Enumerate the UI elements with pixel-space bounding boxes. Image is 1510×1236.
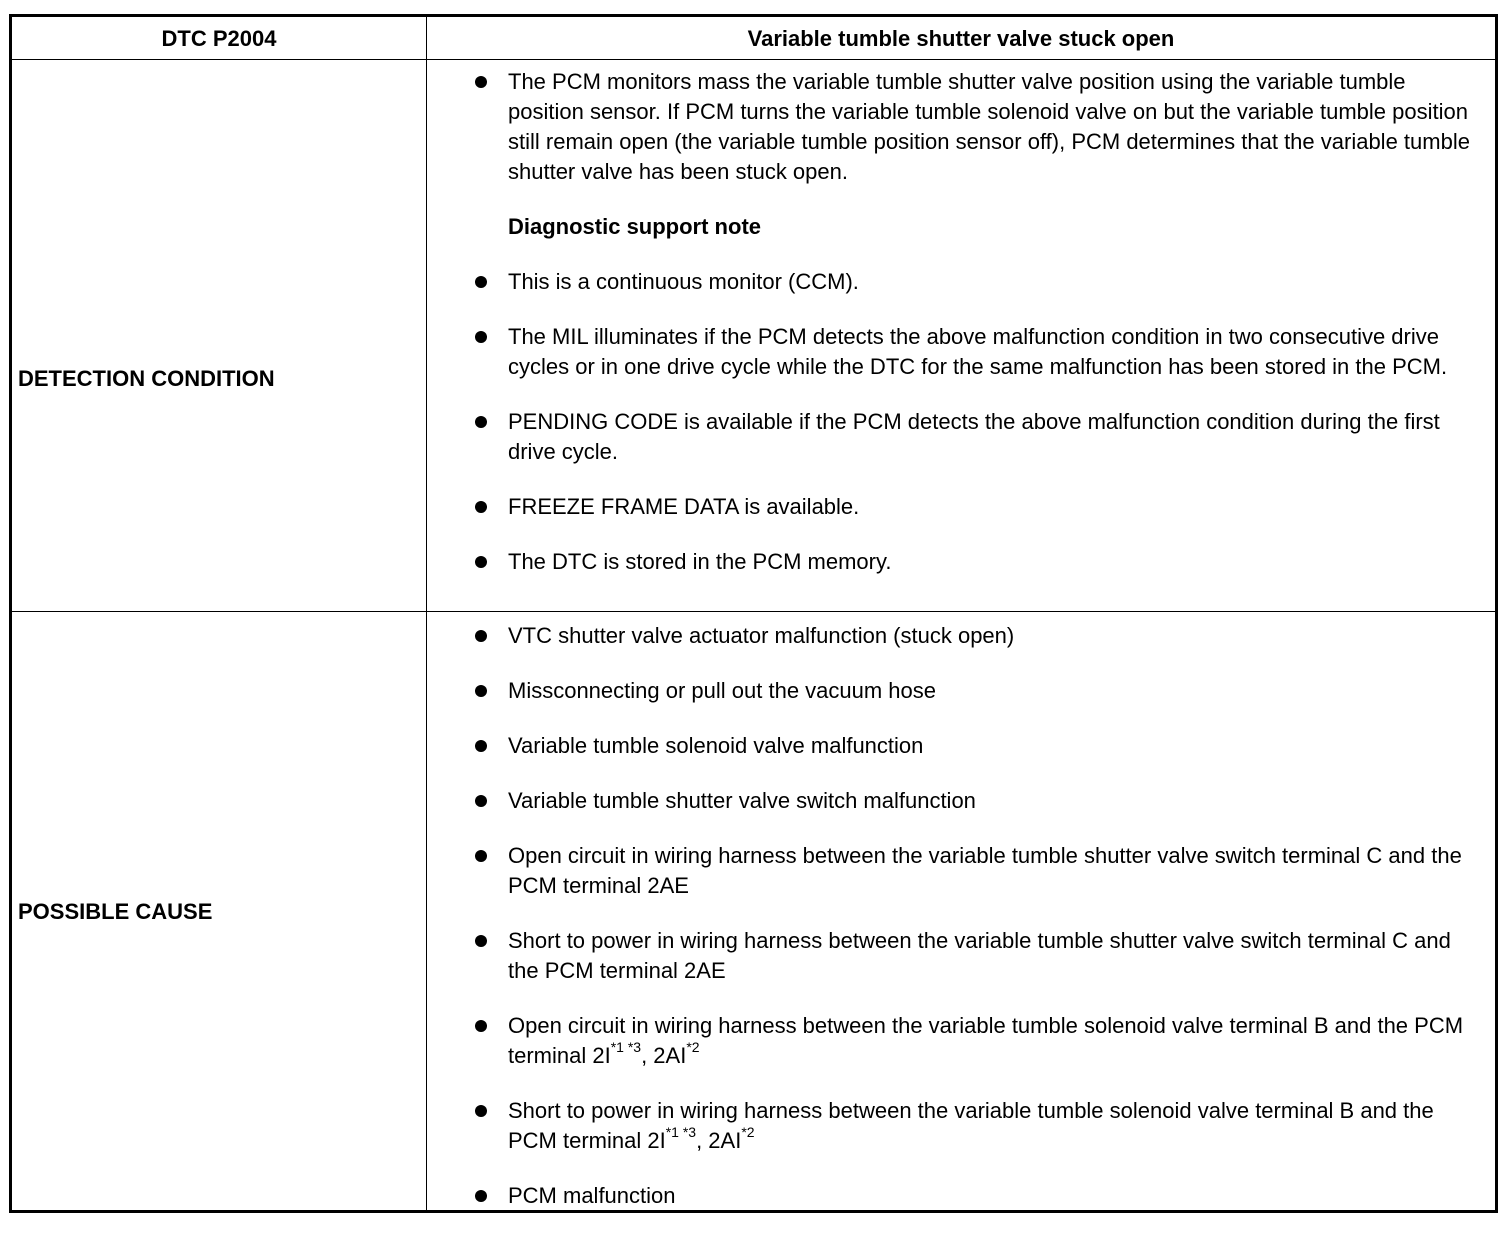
cause-text: Missconnecting or pull out the vacuum hose [508,678,937,703]
cause-text: VTC shutter valve actuator malfunction (stuck open) [508,623,1015,648]
list-item [475,926,1475,986]
list-item [475,547,1475,577]
bullet-icon [475,740,487,752]
header-title-cell [427,17,1495,60]
footnote-ref: *1 *3 [610,1038,642,1055]
header-code-cell [12,17,427,60]
detection-condition-label: DETECTION CONDITION [18,366,275,391]
list-item [475,267,1475,297]
note-text: PENDING CODE is available if the PCM detects the above malfunction condition during the first drive cycle. [508,409,1440,464]
cause-text: Variable tumble shutter valve switch malfunction [508,788,976,813]
note-text: FREEZE FRAME DATA is available. [508,494,860,519]
cause-text: Open circuit in wiring harness between the variable tumble solenoid valve terminal B and the PCM terminal 2I [508,1013,1464,1068]
footnote-ref: *2 [686,1038,700,1055]
cause-content [475,621,1475,1236]
bullet-icon [475,501,487,513]
list-item [475,67,1475,187]
bullet-icon [475,276,487,288]
list-item [475,1011,1475,1071]
diagnostic-note-heading: Diagnostic support note [508,214,761,239]
possible-cause-label: POSSIBLE CAUSE [18,899,213,924]
cause-text: , 2AI [641,1043,687,1068]
detection-intro: The PCM monitors mass the variable tumble shutter valve position using the variable tumble position sensor. If PCM turns the variable tumble solenoid valve on but the variable tumble position still remain open (the variable tumble position sensor off), PCM determines that the variable tumble shutter valve has been stuck open. [508,69,1470,184]
cause-content-cell [427,612,1495,1210]
detection-label-cell [12,60,427,612]
list-item [475,1181,1475,1211]
cause-text: Short to power in wiring harness between the variable tumble shutter valve switch terminal C and the PCM terminal 2AE [508,928,1451,983]
bullet-icon [475,850,487,862]
note-text: The DTC is stored in the PCM memory. [508,549,892,574]
cause-label-cell [12,612,427,1210]
note-text: This is a continuous monitor (CCM). [508,269,859,294]
list-item [475,322,1475,382]
cause-text: Open circuit in wiring harness between the variable tumble shutter valve switch terminal C and the PCM terminal 2AE [508,843,1462,898]
bullet-icon [475,556,487,568]
dtc-table [9,14,1498,1213]
list-item [475,786,1475,816]
cause-text: Short to power in wiring harness between the variable tumble solenoid valve terminal B and the PCM terminal 2I [508,1098,1434,1153]
cause-text: , 2AI [696,1128,742,1153]
note-text: The MIL illuminates if the PCM detects the above malfunction condition in two consecutive drive cycles or in one drive cycle while the DTC for the same malfunction has been stored in the PCM. [508,324,1448,379]
bullet-icon [475,1105,487,1117]
bullet-icon [475,630,487,642]
footnote-ref: *2 [741,1123,755,1140]
list-item [475,731,1475,761]
detection-content-cell [427,60,1495,612]
bullet-icon [475,1190,487,1202]
cause-text: Variable tumble solenoid valve malfunction [508,733,924,758]
bullet-icon [475,416,487,428]
bullet-icon [475,1020,487,1032]
list-item [475,621,1475,651]
cause-text: PCM malfunction [508,1183,676,1208]
list-item [475,492,1475,522]
list-item [475,676,1475,706]
dtc-code: DTC P2004 [161,26,277,51]
bullet-icon [475,795,487,807]
bullet-icon [475,935,487,947]
bullet-icon [475,331,487,343]
dtc-title: Variable tumble shutter valve stuck open [747,26,1175,51]
bullet-icon [475,76,487,88]
bullet-icon [475,685,487,697]
list-item [475,407,1475,467]
footnote-ref: *1 *3 [665,1123,697,1140]
detection-content [475,67,1475,602]
list-item [475,1096,1475,1156]
list-item [475,841,1475,901]
